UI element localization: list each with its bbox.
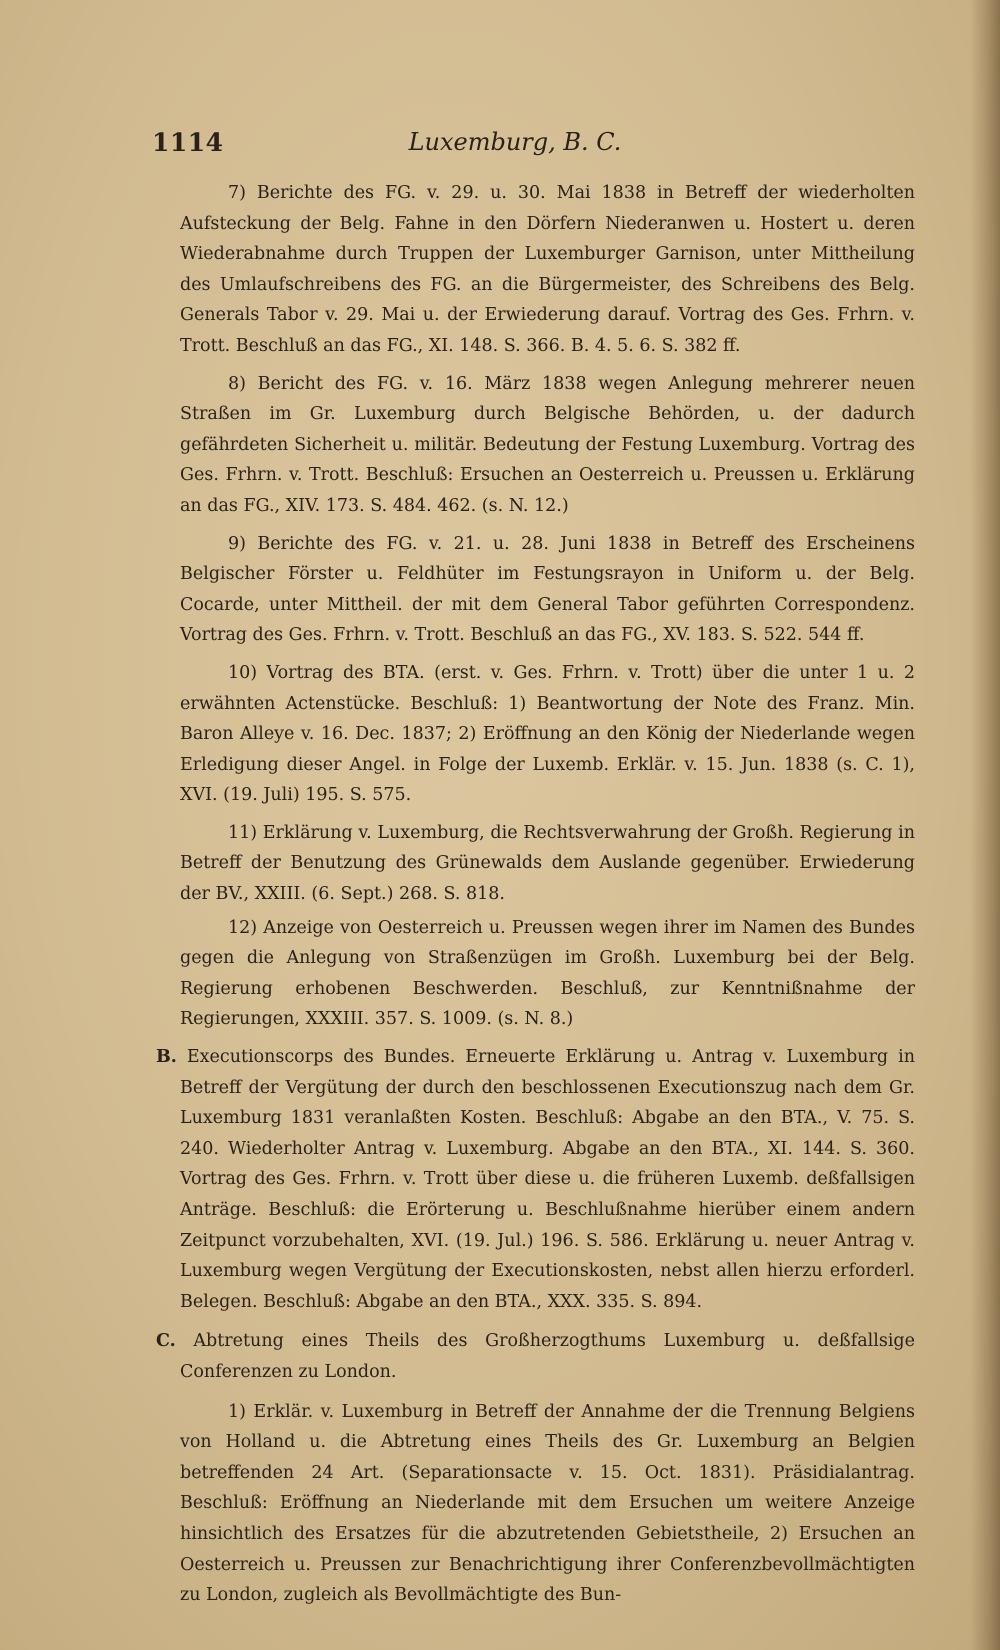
entry-10: 10) Vortrag des BTA. (erst. v. Ges. Frhrn. v. Trott) über die unter 1 u. 2 erwähnten Actenstücke. Beschluß: 1) Beantwortung der Note des Franz. Min. Baron Alleye v. 16. Dec. 1837; 2) Eröffnung an den König der Niederlande wegen Erledigung dieser Angel. in Folge der Luxemb. Erklär. v. 15. Jun. 1838 (s. C. 1), XVI. (19. Juli) 195. S. 575. [180, 662, 915, 806]
entry-12: 12) Anzeige von Oesterreich u. Preussen wegen ihrer im Namen des Bundes gegen die Anlegung von Straßenzügen im Großh. Luxemburg bei der Belg. Regierung erhobenen Beschwerden. Beschluß, zur Kenntnißnahme der Regierungen, XXXIII. 357. S. 1009. (s. N. 8.) [180, 917, 915, 1030]
entry-c-1: 1) Erklär. v. Luxemburg in Betreff der Annahme der die Trennung Belgiens von Holland u. die Abtretung eines Theils des Gr. Luxemburg an Belgien betreffenden 24 Art. (Separationsacte v. 15. Oct. 1831). Präsidialantrag. Beschluß: Eröffnung an Niederlande mit dem Ersuchen um weitere Anzeige hinsichtlich des Ersatzes für die abzutretenden Gebietstheile, 2) Ersuchen an Oesterreich u. Preussen zur Benachrichtigung ihrer Conferenzbevollmächtigten zu London, zugleich als Bevollmächtigte des Bun- [180, 1401, 915, 1606]
section-c-letter: C. [156, 1331, 176, 1352]
page-header [150, 128, 880, 158]
running-title: Luxemburg, B. C. [408, 128, 622, 156]
entry-11: 11) Erklärung v. Luxemburg, die Rechtsverwahrung der Großh. Regierung in Betreff der Benutzung des Grünewalds dem Auslande gegenüber. Erwiederung der BV., XXIII. (6. Sept.) 268. S. 818. [180, 822, 915, 905]
section-b [156, 1042, 915, 1317]
section-b-letter: B. [156, 1047, 177, 1068]
entry-9: 9) Berichte des FG. v. 21. u. 28. Juni 1838 in Betreff des Erscheinens Belgischer Förster u. Feldhüter im Festungsrayon in Uniform u. der Belg. Cocarde, unter Mittheil. der mit dem General Tabor geführten Correspondenz. Vortrag des Ges. Frhrn. v. Trott. Beschluß an das FG., XV. 183. S. 522. 544 ff. [180, 533, 915, 646]
entry-8: 8) Bericht des FG. v. 16. März 1838 wegen Anlegung mehrerer neuen Straßen im Gr. Luxemburg durch Belgische Behörden, u. der dadurch gefährdeten Sicherheit u. militär. Bedeutung der Festung Luxemburg. Vortrag des Ges. Frhrn. v. Trott. Beschluß: Ersuchen an Oesterreich u. Preussen u. Erklärung an das FG., XIV. 173. S. 484. 462. (s. N. 12.) [180, 373, 915, 516]
page-number: 1114 [152, 128, 224, 157]
section-c-heading: Abtretung eines Theils des Großherzogthums Luxemburg u. deßfallsige Conferenzen zu London. [180, 1331, 915, 1382]
entry-7: 7) Berichte des FG. v. 29. u. 30. Mai 1838 in Betreff der wiederholten Aufsteckung der Belg. Fahne in den Dörfern Niederanwen u. Hostert u. deren Wiederabnahme durch Truppen der Luxemburger Garnison, unter Mittheilung des Umlaufschreibens des FG. an die Bürgermeister, des Schreibens des Belg. Generals Tabor v. 29. Mai u. der Erwiederung darauf. Vortrag des Ges. Frhrn. v. Trott. Beschluß an das FG., XI. 148. S. 366. B. 4. 5. 6. S. 382 ff. [180, 183, 915, 356]
section-b-text: Executionscorps des Bundes. Erneuerte Erklärung u. Antrag v. Luxemburg in Betreff der Vergütung der durch den beschlossenen Executionszug nach dem Gr. Luxemburg 1831 veranlaßten Kosten. Beschluß: Abgabe an den BTA., V. 75. S. 240. Wiederholter Antrag v. Luxemburg. Abgabe an den BTA., XI. 144. S. 360. Vortrag des Ges. Frhrn. v. Trott über diese u. die früheren Luxemb. deßfallsigen Anträge. Beschluß: die Erörterung u. Beschlußnahme hierüber einem andern Zeitpunct vorzubehalten, XVI. (19. Jul.) 196. S. 586. Erklärung u. neuer Antrag v. Luxemburg wegen Vergütung der Executionskosten, nebst allen hierzu erforderl. Belegen. Beschluß: Abgabe an den BTA., XXX. 335. S. 894. [180, 1047, 915, 1312]
section-c [156, 1326, 915, 1387]
page-edge-shadow [970, 0, 1000, 1650]
page-body [156, 178, 915, 1618]
